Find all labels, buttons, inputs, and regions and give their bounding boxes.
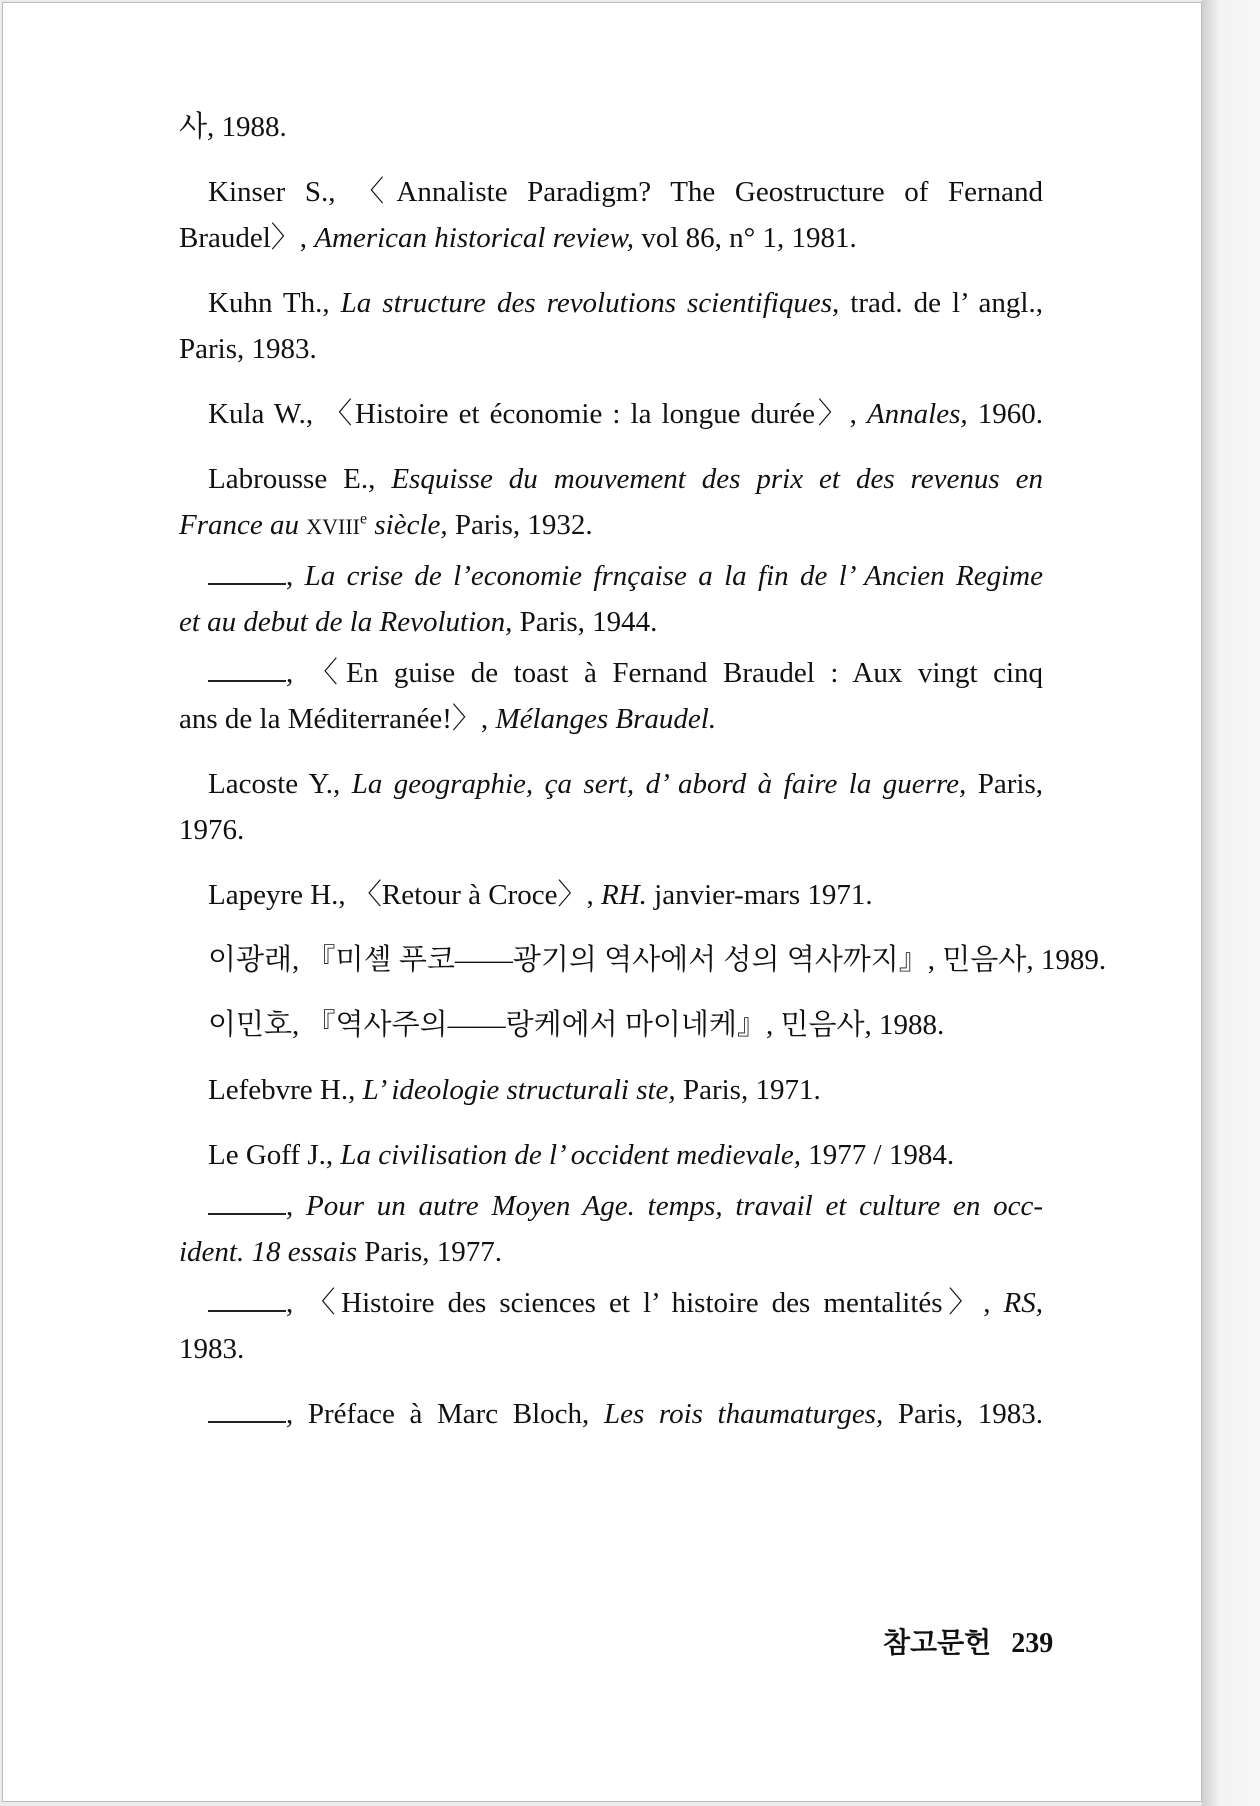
entry-lacoste-line2: 1976. <box>179 814 245 846</box>
entry-lefebvre: Lefebvre H., L’ ideologie structurali ste, Paris, 1971. <box>208 1074 821 1106</box>
entry-le-goff-histoire-line2: 1983. <box>179 1333 245 1365</box>
entry-labrousse: Labrousse E., Esquisse du mouvement des prix et des revenus en <box>208 463 1043 495</box>
entry-labrousse-toast-line2: ans de la Méditerranée!〉, Mélanges Braudel. <box>179 703 717 735</box>
entry-le-goff-pour-line2: ident. 18 essais Paris, 1977. <box>179 1236 503 1268</box>
ditto-blank <box>208 557 286 585</box>
ditto-blank <box>208 1187 286 1215</box>
entry-le-goff-histoire: , 〈Histoire des sciences et l’ histoire des mentalités〉, RS, <box>208 1278 1043 1328</box>
entry-kinser: Kinser S., 〈Annaliste Paradigm? The Geostructure of Fernand <box>208 176 1043 208</box>
entry-lacoste: Lacoste Y., La geographie, ça sert, d’ abord à faire la guerre, Paris, <box>208 768 1044 800</box>
entry-lapeyre: Lapeyre H., 〈Retour à Croce〉, RH. janvier-mars 1971. <box>208 879 873 911</box>
page-number: 239 <box>1011 1628 1054 1659</box>
ditto-blank <box>208 654 286 682</box>
document-page <box>2 2 1202 1802</box>
entry-continuation: 사, 1988. <box>179 111 287 143</box>
entry-labrousse-toast: , 〈En guise de toast à Fernand Braudel : Aux vingt cinq <box>208 648 1043 698</box>
ditto-blank <box>208 1395 286 1423</box>
entry-lee-minho: 이민호, 『역사주의――랑케에서 마이네케』, 민음사, 1988. <box>208 1009 945 1041</box>
viewer-background <box>1202 0 1260 1806</box>
entry-kuhn: Kuhn Th., La structure des revolutions scientifiques, trad. de l’ angl., <box>208 287 1043 319</box>
entry-kinser-line2: Braudel〉, American historical review, vol 86, n° 1, 1981. <box>179 222 857 254</box>
entry-le-goff-preface: , Préface à Marc Bloch, Les rois thaumaturges, Paris, 1983. <box>208 1389 1043 1439</box>
entry-labrousse-crise: , La crise de l’economie frnçaise a la fin de l’ Ancien Regime <box>208 551 1043 601</box>
entry-kula: Kula W., 〈Histoire et économie : la longue durée〉, Annales, 1960. <box>208 398 1043 430</box>
entry-lee-kwangrae: 이광래, 『미셸 푸코――광기의 역사에서 성의 역사까지』, 민음사, 1989. <box>208 944 1107 976</box>
entry-labrousse-line2: France au XVIIIe siècle, Paris, 1932. <box>179 509 593 541</box>
ditto-blank <box>208 1284 286 1312</box>
entry-le-goff-pour: , Pour un autre Moyen Age. temps, travail et culture en occ- <box>208 1181 1043 1231</box>
entry-labrousse-crise-line2: et au debut de la Revolution, Paris, 1944. <box>179 606 658 638</box>
running-title: 참고문헌 <box>883 1628 992 1659</box>
entry-le-goff: Le Goff J., La civilisation de l’ occident medievale, 1977 / 1984. <box>208 1139 955 1171</box>
entry-kuhn-line2: Paris, 1983. <box>179 333 317 365</box>
page-footer <box>883 1621 1053 1661</box>
